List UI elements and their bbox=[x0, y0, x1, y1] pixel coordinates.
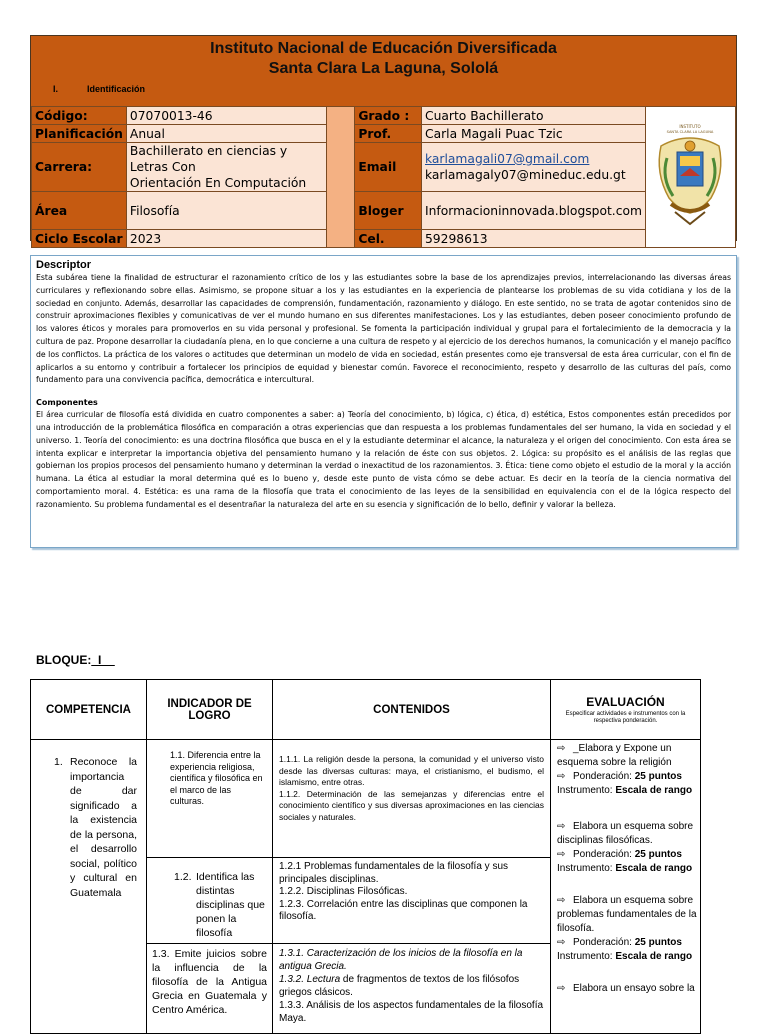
competencia-text: Reconoce la importancia de dar significado a la existencia de la persona, el desarrollo social, político y cultural en Guatemala bbox=[70, 756, 137, 899]
section-label: Identificación bbox=[87, 84, 146, 94]
carrera-line-2: Orientación En Computación bbox=[129, 176, 307, 190]
contenido-1-1 bbox=[273, 740, 551, 858]
eval-activity: Elabora un esquema sobre problemas fundamentales de la filosofía. bbox=[557, 895, 697, 934]
descriptor-text: Esta subárea tiene la finalidad de estructurar el razonamiento crítico de los y las estudiantes sobre la base de los aprendizajes previos, interrelacionando las diversas áreas curriculares y reflexionando sobre ellas. Asimismo, se propone situar a los y las estudiantes en la experiencia de plantearse los problemas de su vida cotidiana y los de la sociedad en conjunto. Además, desarrollar las capacidades de comprensión, fundamentación, razonamiento y diálogo. En este sentido, no se trata de agotar contenidos sino de construir aproximaciones flexibles y comunicativas de ver el mundo humano en sus diferentes manifestaciones. Los y las estudiantes, deben poseer conocimiento profundo de los valores éticos y morales para promoverlos en su vida personal y profesional. Se fomenta la participación individual y grupal para el fortalecimiento de la democracia y la cultura de paz. Propone desarrollar la ciudadanía plena, en lo que concierne a una cultura de respeto y al ejercicio de los derechos humanos, la comunicación y el manejo pacífico de los conflictos. La práctica de los valores o actitudes que determinan un modelo de vida en sociedad, están presentes como eje transversal de esta área curricular, con el fin de aplicarlos a su entorno y contribuir a fortalecer los principios de equidad y bienestar común. Favorece el reconocimiento, respeto y desarrollo de las culturas del país, como fundamento para una convivencia pacífica, democrática e intercultural. bbox=[36, 273, 731, 385]
indicador-1-2-number: 1.2. bbox=[174, 871, 192, 883]
eval-instrument-label: Instrumento: bbox=[557, 785, 616, 796]
school-crest-icon bbox=[649, 118, 732, 234]
codigo-label: Código: bbox=[32, 107, 127, 125]
codigo-value: 07070013-46 bbox=[126, 107, 326, 125]
ciclo-value: 2023 bbox=[126, 230, 326, 248]
eval-instrument-value: Escala de rango bbox=[615, 951, 693, 962]
descriptor-box bbox=[30, 255, 737, 548]
arrow-icon: ⇨ bbox=[557, 743, 566, 754]
carrera-value bbox=[126, 143, 326, 192]
eval-weight-3 bbox=[557, 936, 697, 950]
svg-text:INSTITUTO: INSTITUTO bbox=[679, 123, 701, 129]
header-evaluacion bbox=[551, 680, 701, 740]
eval-item-1-2 bbox=[557, 820, 697, 848]
contenido-1-3-text bbox=[274, 945, 549, 1025]
eval-item-1-1 bbox=[557, 742, 697, 770]
header-contenidos: CONTENIDOS bbox=[273, 680, 551, 740]
contenido-1-1-1: 1.1.1. La religión desde la persona, la comunidad y el universo visto desde las diversas culturas: maya, el cristianismo, el budismo, el islamismo, entre otras. bbox=[279, 754, 544, 787]
contenido-1-2-1: 1.2.1 Problemas fundamentales de la filosofía y sus principales disciplinas. bbox=[279, 861, 509, 885]
bloger-label: Bloger bbox=[355, 192, 422, 230]
evaluacion-cell bbox=[551, 740, 701, 1034]
components-text: El área curricular de filosofía está dividida en cuatro componentes a saber: a) Teoría del conocimiento, b) lógica, c) ética, d) estética, Estos componentes están precedidos por una introducción de la problemática filosófica en comparación a otras experiencias que dan respuesta a los problemas fundamentales del ser humano, la vida en sociedad y el universo. 1. Teoría del conocimiento: es una doctrina filosófica que busca en el y la estudiante determinar el alcance, la naturaleza y el origen del conocimiento. Con esta área se intenta explicar e interpretar la importancia objetiva del pensamiento humano y la relación de éste con sus objetos. 2. Lógica: su propósito es el análisis de las reglas que gobiernan los propios procesos del pensamiento humano y determinan la verdad o inexactitud de los razonamientos. 3. Ética: tiene como objeto el estudio de la moral y la acción humana. La ética al estudiar la moral determina qué es lo bueno y, desde este punto de vista cómo se debe actuar. Es decir en la teoría de la ciencia normativa del comportamiento moral. 4. Estética: es una rama de la filosofía que trata el conocimiento de las leyes de la sensibilidad en equivalencia con el de la lógica respecto del razonamiento. Su problema fundamental es el desentrañar la naturaleza del arte en su esencia y significación de lo bello, definir y valorar la belleza. bbox=[36, 410, 731, 509]
identification-header bbox=[30, 35, 737, 246]
indicador-1-2-text bbox=[148, 859, 271, 940]
carrera-label: Carrera: bbox=[32, 143, 127, 192]
email-link[interactable]: karlamagali07@gmail.com bbox=[424, 152, 590, 166]
prof-label: Prof. bbox=[355, 125, 422, 143]
email-label: Email bbox=[355, 143, 422, 192]
arrow-icon: ⇨ bbox=[557, 821, 566, 832]
contenido-1-3-2 bbox=[279, 973, 544, 999]
eval-instrument-3 bbox=[557, 950, 697, 964]
competencia-item bbox=[32, 741, 145, 900]
components-heading: Componentes bbox=[36, 398, 98, 408]
svg-text:SANTA CLARA LA LAGUNA: SANTA CLARA LA LAGUNA bbox=[666, 129, 714, 134]
arrow-icon: ⇨ bbox=[557, 937, 566, 948]
header-title-block bbox=[31, 38, 736, 104]
arrow-icon: ⇨ bbox=[557, 983, 566, 994]
eval-activity: Elabora un ensayo sobre la bbox=[573, 983, 695, 994]
bloque-title: BLOQUE: bbox=[36, 653, 92, 667]
eval-weight-label: Ponderación: bbox=[573, 849, 635, 860]
eval-item-3-2 bbox=[557, 982, 697, 996]
descriptor-heading: Descriptor bbox=[36, 259, 92, 271]
evaluacion-subtitle: Especificar actividades e instrumentos con la respectiva ponderación. bbox=[565, 710, 686, 724]
contenido-1-3 bbox=[273, 944, 551, 1034]
bloque-number: _I__ bbox=[91, 653, 115, 667]
arrow-icon: ⇨ bbox=[557, 895, 566, 906]
arrow-icon: ⇨ bbox=[557, 771, 566, 782]
eval-weight-1 bbox=[557, 770, 697, 784]
eval-weight-label: Ponderación: bbox=[573, 771, 635, 782]
eval-weight-label: Ponderación: bbox=[573, 937, 635, 948]
competencia-cell bbox=[31, 740, 147, 1034]
logo-cell bbox=[645, 107, 735, 248]
ciclo-label: Ciclo Escolar bbox=[32, 230, 127, 248]
institution-name: Instituto Nacional de Educación Diversificada bbox=[210, 40, 557, 57]
bloque-label bbox=[36, 653, 115, 667]
eval-weight-value: 25 puntos bbox=[634, 849, 682, 860]
eval-item-2-2 bbox=[557, 894, 697, 936]
eval-activity: _Elabora y Expone un esquema sobre la religión bbox=[557, 743, 672, 768]
header-competencia: COMPETENCIA bbox=[31, 680, 147, 740]
eval-instrument-label: Instrumento: bbox=[557, 863, 616, 874]
institution-location: Santa Clara La Laguna, Sololá bbox=[268, 60, 499, 77]
planificacion-label: Planificación bbox=[32, 125, 127, 143]
area-value: Filosofía bbox=[126, 192, 326, 230]
prof-value: Carla Magali Puac Tzic bbox=[421, 125, 645, 143]
grado-label: Grado : bbox=[355, 107, 422, 125]
contenido-1-1-2: 1.1.2. Determinación de las semejanzas y diferencias entre el conocimiento científico y sus diversas aproximaciones en las ciencias sociales y naturales. bbox=[279, 788, 544, 822]
cel-value: 59298613 bbox=[421, 230, 645, 248]
eval-instrument-value: Escala de rango bbox=[615, 863, 693, 874]
eval-instrument-2 bbox=[557, 862, 697, 876]
evaluacion-title: EVALUACIÓN bbox=[586, 694, 665, 709]
section-number: I. bbox=[53, 84, 59, 94]
contenido-1-3-1: 1.3.1. Caracterización de los inicios de la filosofía en la antigua Grecia. bbox=[279, 948, 523, 972]
carrera-line-1: Bachillerato en ciencias y Letras Con bbox=[129, 144, 288, 174]
competency-table bbox=[30, 679, 701, 1034]
eval-instrument-value: Escala de rango bbox=[615, 785, 693, 796]
eval-weight-value: 25 puntos bbox=[634, 771, 682, 782]
contenido-1-3-2-label: 1.3.2. Lectura bbox=[279, 974, 341, 985]
eval-weight-2 bbox=[557, 848, 697, 862]
contenido-1-2-text bbox=[274, 859, 549, 924]
area-label: Área bbox=[32, 192, 127, 230]
email-secondary: karlamagaly07@mineduc.edu.gt bbox=[424, 168, 626, 182]
spacer-column bbox=[327, 107, 355, 248]
competencia-number: 1. bbox=[54, 756, 63, 768]
indicador-1-1-text: 1.1. Diferencia entre la experiencia religiosa, científica y filosófica en el marco de las culturas. bbox=[170, 750, 263, 806]
indicador-1-2 bbox=[147, 858, 273, 944]
bloger-value: Informacioninnovada.blogspot.com bbox=[421, 192, 645, 230]
planificacion-value: Anual bbox=[126, 125, 326, 143]
indicador-1-2-label: Identifica las distintas disciplinas que ponen la filosofía bbox=[196, 871, 265, 939]
contenido-1-2-2: 1.2.2. Disciplinas Filosóficas. bbox=[279, 886, 408, 897]
cel-label: Cel. bbox=[355, 230, 422, 248]
contenido-1-2 bbox=[273, 858, 551, 944]
eval-instrument-label: Instrumento: bbox=[557, 951, 616, 962]
contenido-1-1-text bbox=[274, 741, 549, 823]
evaluacion-list bbox=[552, 741, 699, 996]
indicador-1-3 bbox=[147, 944, 273, 1034]
email-value bbox=[421, 143, 645, 192]
indicador-1-1 bbox=[147, 740, 273, 858]
eval-activity: Elabora un esquema sobre disciplinas filosóficas. bbox=[557, 821, 694, 846]
section-heading bbox=[53, 84, 145, 94]
eval-weight-value: 25 puntos bbox=[634, 937, 682, 948]
contenido-1-3-2-text: de fragmentos de textos de los filósofos griegos clásicos. bbox=[279, 974, 520, 998]
arrow-icon: ⇨ bbox=[557, 849, 566, 860]
contenido-1-3-3: 1.3.3. Análisis de los aspectos fundamentales de la filosofía Maya. bbox=[279, 1000, 544, 1024]
contenido-1-2-3: 1.2.3. Correlación entre las disciplinas que componen la filosofía. bbox=[279, 898, 528, 922]
indicador-1-3-text: 1.3. Emite juicios sobre la influencia de la filosofía de la Antigua Grecia en Guatemala y Centro América. bbox=[152, 948, 267, 1016]
header-indicador: INDICADOR DE LOGRO bbox=[147, 680, 273, 740]
eval-instrument-1 bbox=[557, 784, 697, 798]
grado-value: Cuarto Bachillerato bbox=[421, 107, 645, 125]
identification-table bbox=[31, 106, 736, 248]
